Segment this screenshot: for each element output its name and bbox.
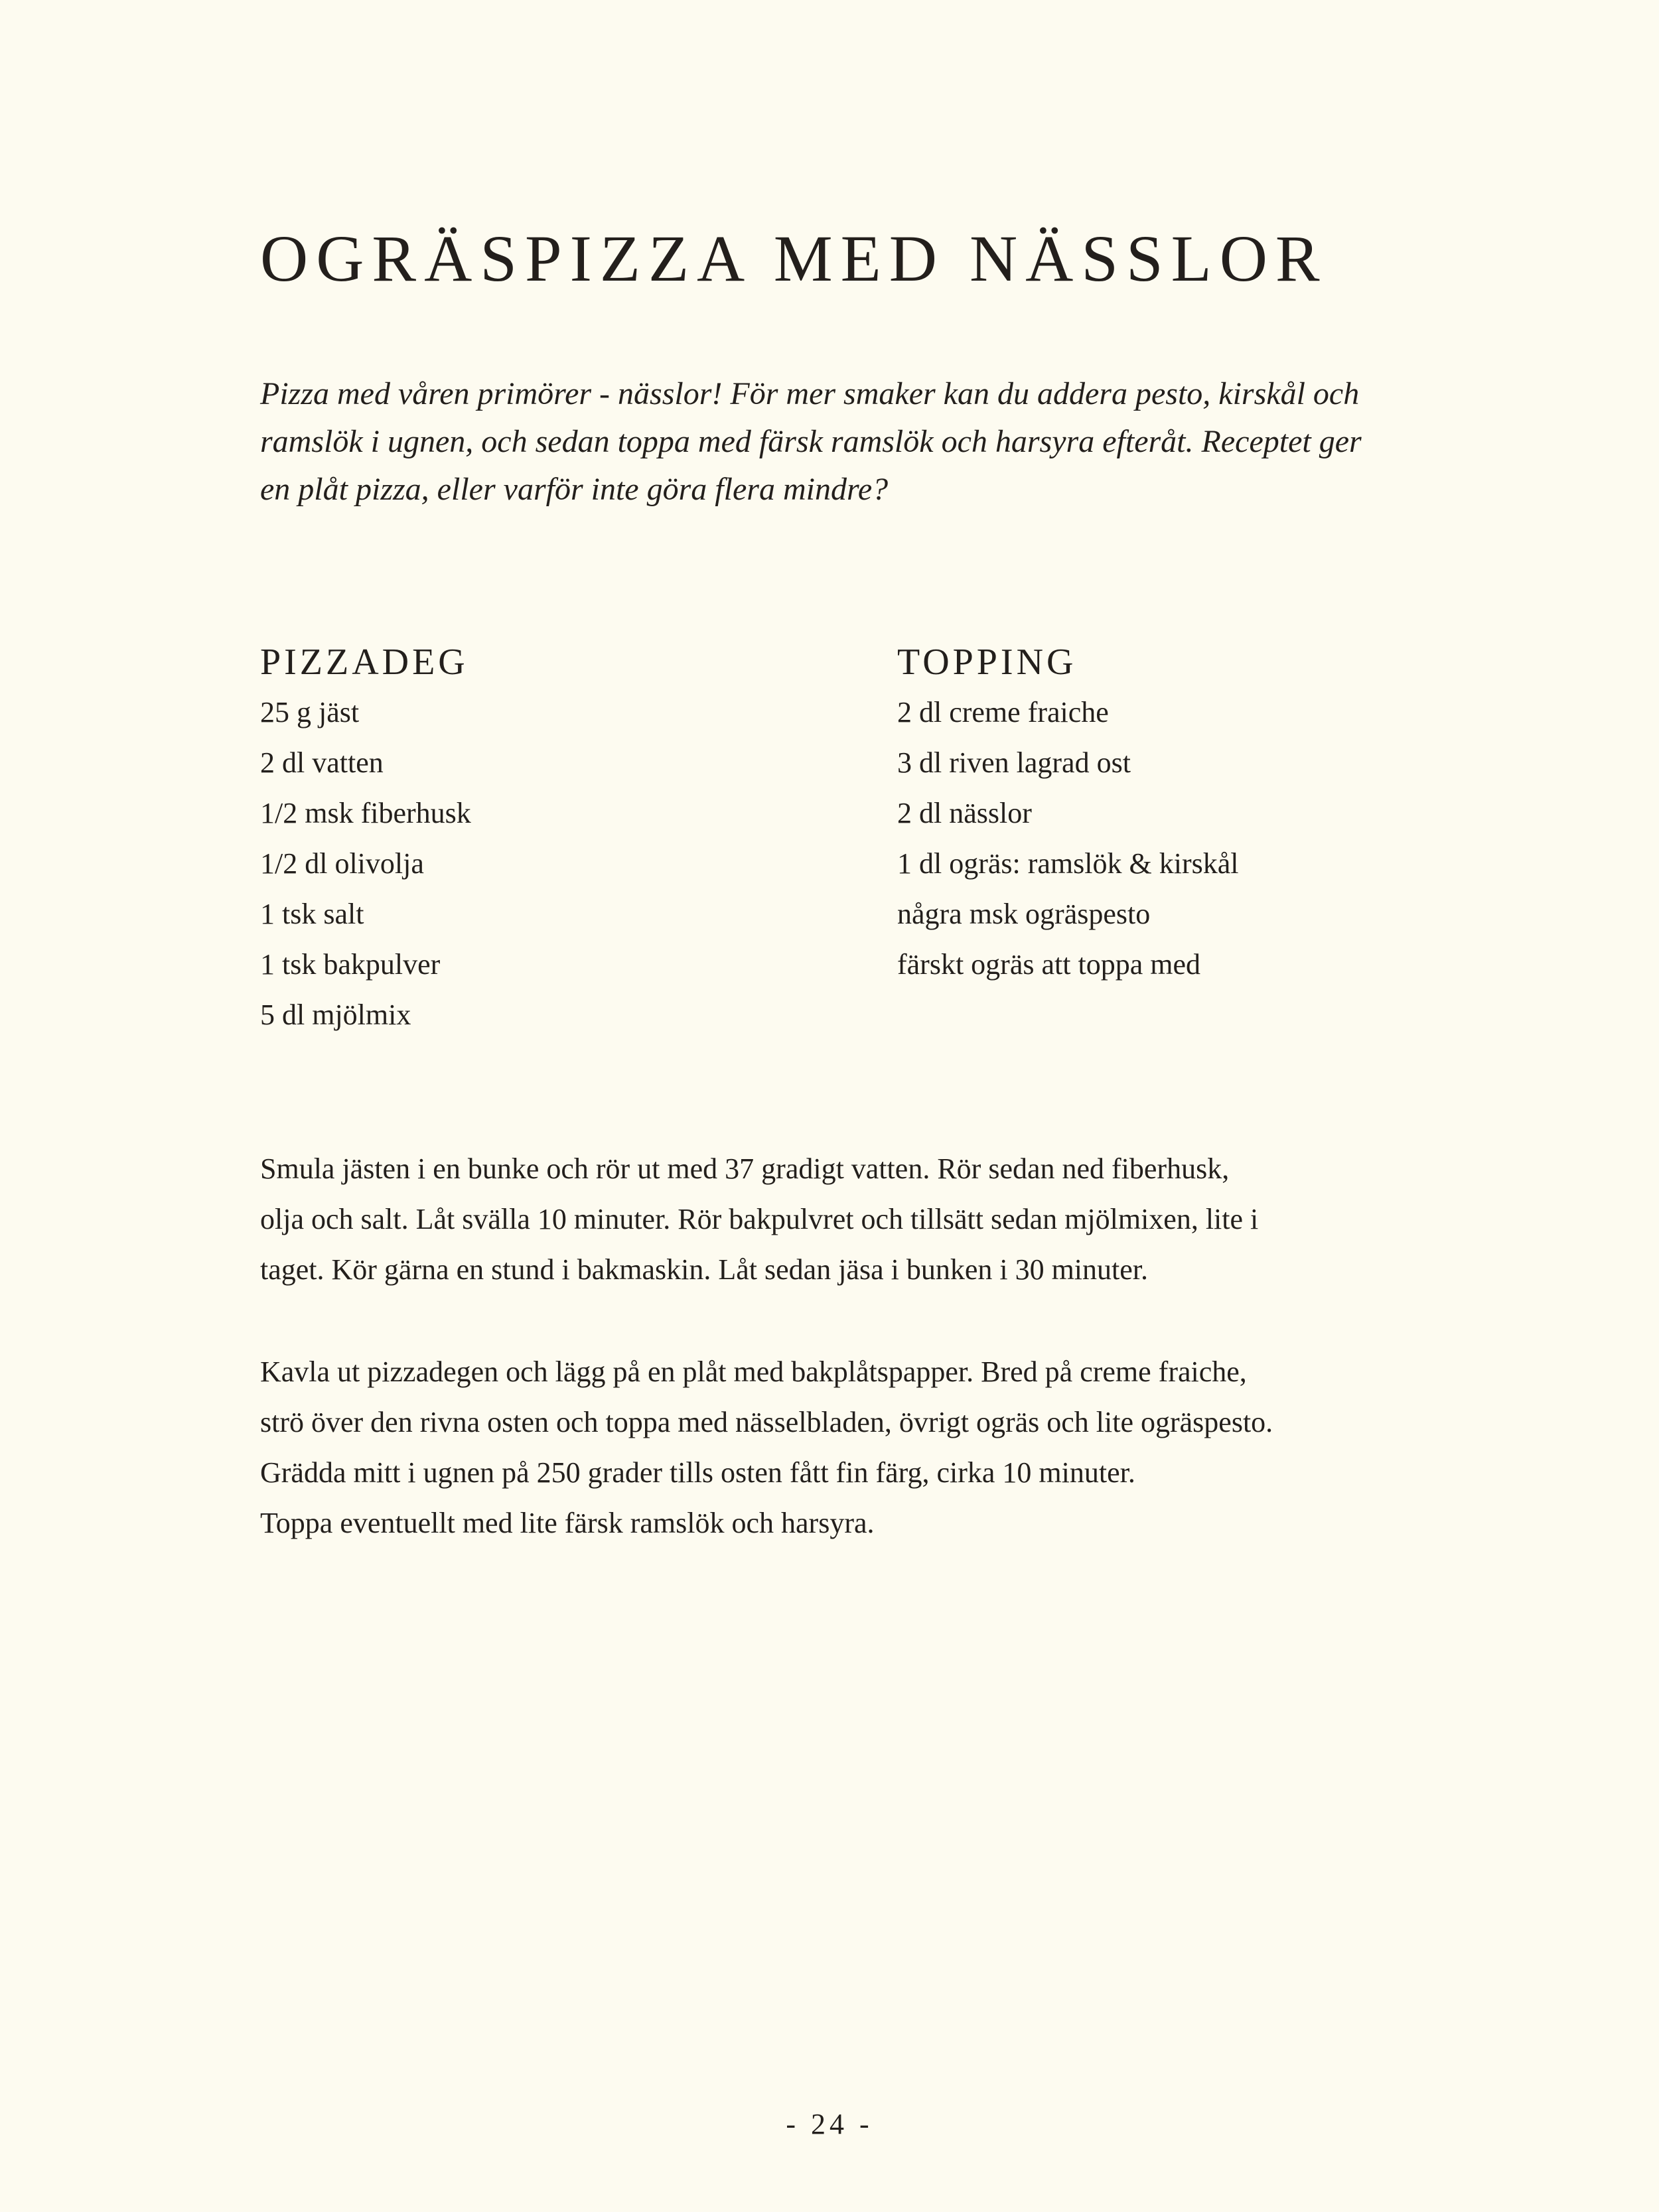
instruction-paragraph-dough: [260, 1144, 1455, 1295]
instruction-line: strö över den rivna osten och toppa med nässelbladen, övrigt ogräs och lite ogräspesto.: [260, 1406, 1273, 1438]
ingredient-item: 25 g jäst: [260, 696, 360, 728]
dough-ingredient-list: [260, 687, 471, 1040]
topping-section: [897, 637, 1239, 990]
dough-section: [260, 637, 471, 1040]
recipe-title: OGRÄSPIZZA MED NÄSSLOR: [260, 222, 1328, 295]
ingredient-item: 1 tsk bakpulver: [260, 948, 441, 981]
instruction-paragraph-baking: [260, 1347, 1455, 1549]
dough-heading: PIZZADEG: [260, 642, 469, 683]
ingredient-item: 1 tsk salt: [260, 898, 364, 930]
ingredient-item: 3 dl riven lagrad ost: [897, 746, 1131, 779]
instruction-line: Grädda mitt i ugnen på 250 grader tills osten fått fin färg, cirka 10 minuter.: [260, 1456, 1135, 1489]
instruction-line: Kavla ut pizzadegen och lägg på en plåt med bakplåtspapper. Bred på creme fraiche,: [260, 1355, 1247, 1388]
ingredient-item: några msk ogräspesto: [897, 898, 1151, 930]
page-number: - 24 -: [786, 2108, 873, 2140]
recipe-intro: [260, 370, 1428, 514]
instruction-line: olja och salt. Låt svälla 10 minuter. Rör bakpulvret och tillsätt sedan mjölmixen, lite i: [260, 1203, 1259, 1235]
ingredient-item: 2 dl creme fraiche: [897, 696, 1109, 728]
ingredient-item: 2 dl nässlor: [897, 797, 1032, 829]
ingredient-item: 2 dl vatten: [260, 746, 384, 779]
instruction-line: taget. Kör gärna en stund i bakmaskin. Låt sedan jäsa i bunken i 30 minuter.: [260, 1253, 1149, 1286]
intro-line: Pizza med våren primörer - nässlor! För mer smaker kan du addera pesto, kirskål och: [260, 376, 1360, 411]
ingredient-item: 1 dl ogräs: ramslök & kirskål: [897, 847, 1239, 880]
intro-line: ramslök i ugnen, och sedan toppa med färsk ramslök och harsyra efteråt. Receptet ger: [260, 424, 1362, 459]
topping-heading: TOPPING: [897, 642, 1077, 683]
topping-ingredient-list: [897, 687, 1239, 990]
ingredient-item: 5 dl mjölmix: [260, 999, 411, 1031]
ingredient-item: färskt ogräs att toppa med: [897, 948, 1200, 981]
instruction-line: Toppa eventuellt med lite färsk ramslök och harsyra.: [260, 1507, 875, 1539]
ingredient-item: 1/2 msk fiberhusk: [260, 797, 471, 829]
ingredient-item: 1/2 dl olivolja: [260, 847, 424, 880]
intro-line: en plåt pizza, eller varför inte göra flera mindre?: [260, 472, 889, 507]
instruction-line: Smula jästen i en bunke och rör ut med 37 gradigt vatten. Rör sedan ned fiberhusk,: [260, 1152, 1230, 1185]
